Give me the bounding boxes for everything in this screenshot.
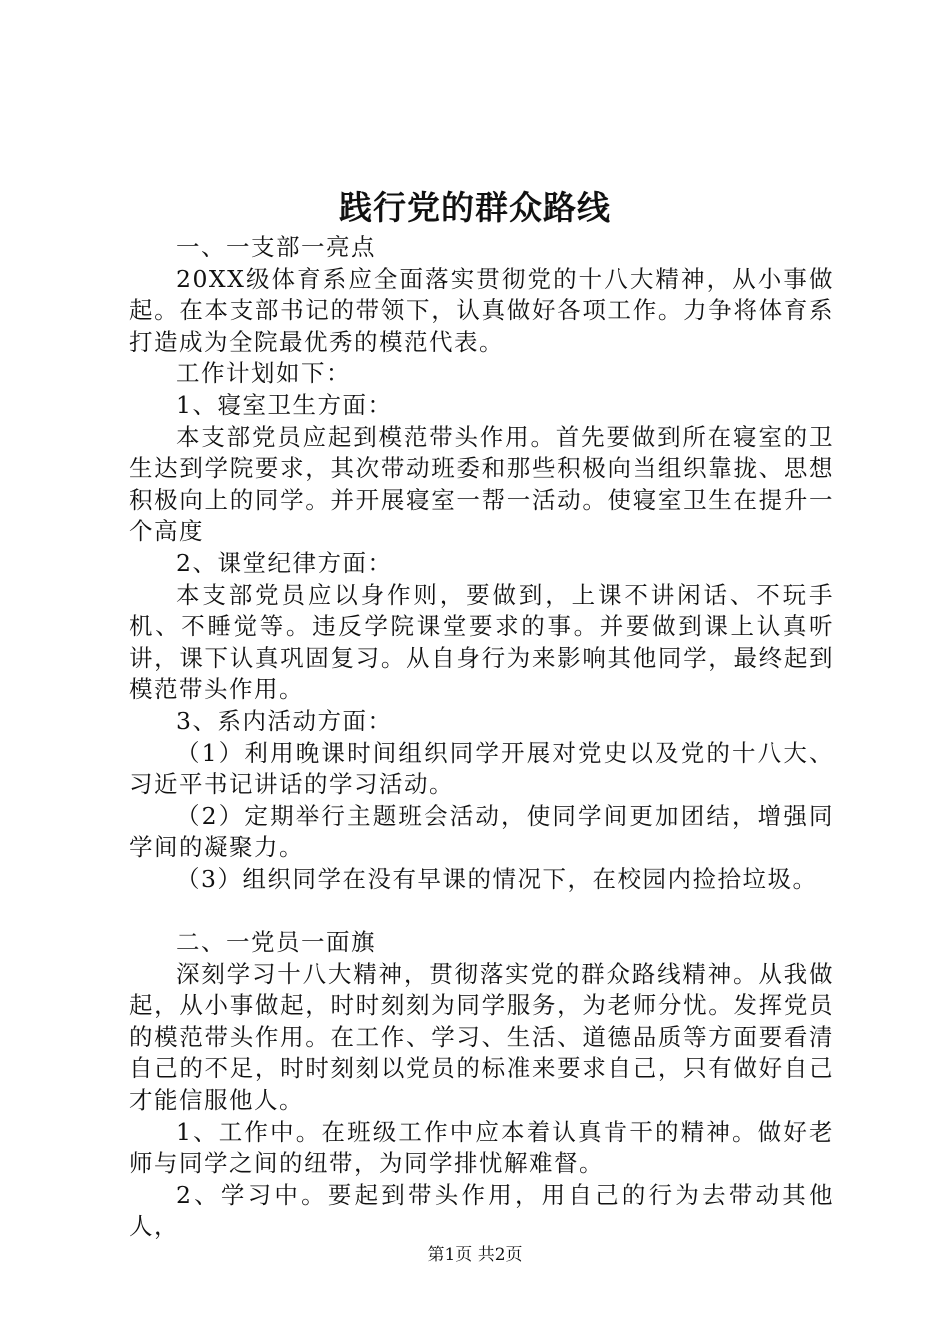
section-heading-1: 一、一支部一亮点 [176,233,376,261]
paragraph: 2、学习中。要起到带头作用，用自己的行为去带动其他人， [129,1180,834,1241]
paragraph: 工作计划如下： [176,359,351,388]
paragraph: 1、工作中。在班级工作中应本着认真肯干的精神。做好老师与同学之间的纽带，为同学排忧解难督。 [129,1117,834,1178]
paragraph: 本支部党员应以身作则，要做到，上课不讲闲话、不玩手机、不睡觉等。违反学院课堂要求的事。并要做到课上认真听讲，课下认真巩固复习。从自身行为来影响其他同学，最终起到模范带头作用。 [129,580,834,704]
list-item: （1）利用晚课时间组织同学开展对党史以及党的十八大、习近平书记讲话的学习活动。 [129,738,834,799]
document-title: 践行党的群众路线 [339,188,611,227]
list-item: （3）组织同学在没有早课的情况下，在校园内捡拾垃圾。 [176,864,818,893]
list-item: （2）定期举行主题班会活动，使同学间更加团结，增强同学间的凝聚力。 [129,801,834,862]
document-body [129,232,834,1243]
paragraph: 20XX级体育系应全面落实贯彻党的十八大精神，从小事做起。在本支部书记的带领下，认真做好各项工作。力争将体育系打造成为全院最优秀的模范代表。 [129,264,834,356]
page-number: 第1页 共2页 [427,1245,523,1265]
subheading: 2、课堂纪律方面： [176,548,393,577]
paragraph: 深刻学习十八大精神，贯彻落实党的群众路线精神。从我做起，从小事做起，时时刻刻为同学服务，为老师分忧。发挥党员的模范带头作用。在工作、学习、生活、道德品质等方面要看清自己的不足，时时刻刻以党员的标准来要求自己，只有做好自己才能信服他人。 [129,959,834,1115]
subheading: 3、系内活动方面： [176,706,393,735]
subheading: 1、寝室卫生方面： [176,390,393,419]
paragraph: 本支部党员应起到模范带头作用。首先要做到所在寝室的卫生达到学院要求，其次带动班委和那些积极向当组织靠拢、思想积极向上的同学。并开展寝室一帮一活动。使寝室卫生在提升一个高度 [129,422,834,546]
section-heading-2: 二、一党员一面旗 [176,928,376,957]
blank-line [129,895,834,927]
